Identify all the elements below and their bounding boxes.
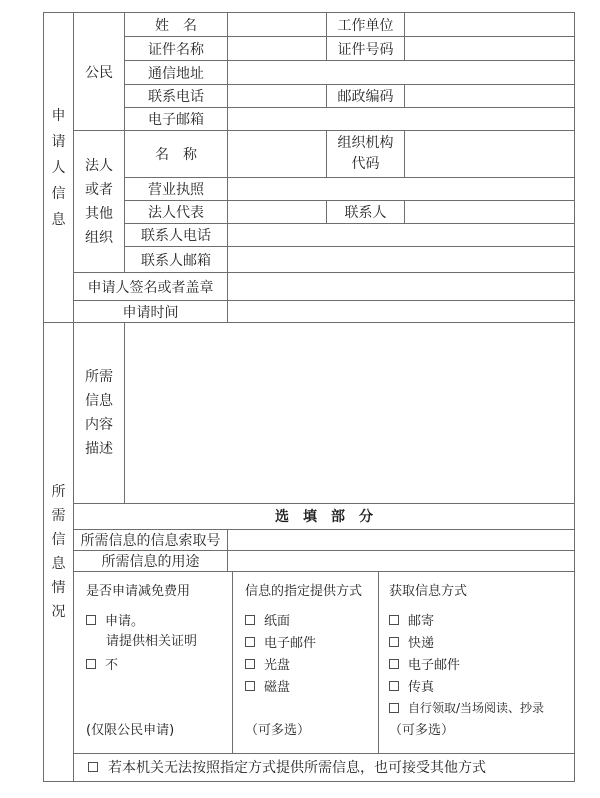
provide-method-option-disk[interactable] [245, 675, 370, 697]
name-value-cell[interactable] [228, 13, 327, 37]
org-code-label: 组织机构代码 [337, 135, 394, 172]
checkbox-icon[interactable] [389, 615, 399, 625]
email-value-cell[interactable] [228, 108, 575, 131]
obtain-method-option-email[interactable] [389, 653, 566, 675]
obtain-method-option-mail[interactable] [389, 609, 566, 631]
checkbox-label: 若本机关无法按照指定方式提供所需信息，也可接受其他方式 [108, 760, 486, 776]
checkbox-label: 自行领取/当场阅读、抄录 [408, 701, 545, 715]
provide-method-option-cd[interactable] [245, 653, 370, 675]
citizen-group-label: 公民 [74, 13, 125, 131]
options-row [74, 571, 575, 753]
org-group-label: 法人或者其他组织 [85, 157, 113, 246]
work-unit-label: 工作单位 [327, 13, 405, 37]
contact-value-cell[interactable] [405, 201, 575, 224]
address-label: 通信地址 [125, 61, 228, 85]
id-number-value-cell[interactable] [405, 37, 575, 61]
signature-label: 申请人签名或者盖章 [74, 273, 228, 301]
checkbox-label: 传真 [408, 680, 435, 695]
required-section-label: 所需信息情况 [51, 483, 66, 620]
contact-phone-label: 联系人电话 [125, 224, 228, 247]
org-group-cell [74, 131, 125, 273]
options-columns [74, 572, 574, 753]
checkbox-label: 快递 [408, 636, 435, 651]
required-section-cell [44, 323, 74, 781]
checkbox-icon[interactable] [389, 681, 399, 691]
contact-email-value-cell[interactable] [228, 247, 575, 273]
id-name-value-cell[interactable] [228, 37, 327, 61]
checkbox-icon[interactable] [389, 637, 399, 647]
checkbox-icon[interactable] [389, 703, 399, 713]
fee-waiver-option-apply[interactable] [86, 609, 224, 631]
address-value-cell[interactable] [228, 61, 575, 85]
contact-email-label: 联系人邮箱 [125, 247, 228, 273]
legal-rep-label: 法人代表 [125, 201, 228, 224]
checkbox-icon[interactable] [88, 762, 98, 772]
checkbox-label: 不 [105, 658, 119, 673]
index-number-label: 所需信息的信息索取号 [74, 529, 228, 550]
checkbox-icon[interactable] [245, 659, 255, 669]
application-form [43, 12, 574, 782]
purpose-value-cell[interactable] [228, 550, 575, 571]
checkbox-label: 邮寄 [408, 614, 435, 629]
contact-label: 联系人 [327, 201, 405, 224]
index-number-value-cell[interactable] [228, 529, 575, 550]
provide-method-option-email[interactable] [245, 631, 370, 653]
apply-time-value-cell[interactable] [228, 301, 575, 323]
description-label: 所需信息内容描述 [85, 368, 113, 457]
org-name-label: 名 称 [125, 131, 228, 178]
postcode-value-cell[interactable] [405, 85, 575, 108]
fallback-option-cell [74, 753, 575, 781]
checkbox-label: 申请。 [105, 614, 145, 629]
checkbox-icon[interactable] [245, 637, 255, 647]
obtain-method-option-fax[interactable] [389, 675, 566, 697]
checkbox-label: 电子邮件 [408, 658, 461, 673]
org-name-value-cell[interactable] [228, 131, 327, 178]
obtain-method-option-self-pickup[interactable] [389, 697, 566, 719]
obtain-method-option-express[interactable] [389, 631, 566, 653]
required-info-table [43, 323, 575, 782]
checkbox-label: 光盘 [264, 658, 291, 673]
contact-phone-value-cell[interactable] [228, 224, 575, 247]
apply-time-label: 申请时间 [74, 301, 228, 323]
applicant-section-label: 申请人信息 [51, 107, 66, 228]
checkbox-icon[interactable] [389, 659, 399, 669]
checkbox-icon[interactable] [86, 615, 96, 625]
postcode-label: 邮政编码 [327, 85, 405, 108]
fee-waiver-option-no[interactable] [86, 653, 224, 675]
applicant-info-table [43, 12, 575, 323]
provide-method-column [232, 572, 378, 753]
checkbox-label: 磁盘 [264, 680, 291, 695]
signature-value-cell[interactable] [228, 273, 575, 301]
checkbox-label: 纸面 [264, 614, 291, 629]
license-label: 营业执照 [125, 178, 228, 201]
id-number-label: 证件号码 [327, 37, 405, 61]
description-value-cell[interactable] [125, 323, 575, 503]
org-code-cell [327, 131, 405, 178]
email-label: 电子邮箱 [125, 108, 228, 131]
fee-waiver-footnote: (仅限公民申请) [86, 722, 175, 738]
checkbox-icon[interactable] [245, 615, 255, 625]
checkbox-icon[interactable] [245, 681, 255, 691]
phone-value-cell[interactable] [228, 85, 327, 108]
fee-waiver-title: 是否申请减免费用 [86, 583, 191, 599]
id-name-label: 证件名称 [125, 37, 228, 61]
description-label-cell [74, 323, 125, 503]
obtain-method-footnote: （可多选） [389, 722, 455, 738]
provide-method-option-paper[interactable] [245, 609, 370, 631]
checkbox-label: 电子邮件 [264, 636, 317, 651]
provide-method-title: 信息的指定提供方式 [245, 583, 363, 599]
phone-label: 联系电话 [125, 85, 228, 108]
legal-rep-value-cell[interactable] [228, 201, 327, 224]
org-code-value-cell[interactable] [405, 131, 575, 178]
fee-waiver-column [74, 572, 232, 753]
fee-waiver-apply-note: 请提供相关证明 [106, 633, 198, 649]
checkbox-icon[interactable] [86, 659, 96, 669]
work-unit-value-cell[interactable] [405, 13, 575, 37]
obtain-method-title: 获取信息方式 [389, 583, 468, 599]
name-label: 姓 名 [125, 13, 228, 37]
applicant-section-cell [44, 13, 74, 323]
obtain-method-column [378, 572, 574, 753]
optional-section-header: 选 填 部 分 [74, 503, 575, 529]
license-value-cell[interactable] [228, 178, 575, 201]
purpose-label: 所需信息的用途 [74, 550, 228, 571]
fallback-option[interactable] [88, 757, 574, 777]
provide-method-footnote: （可多选） [245, 722, 311, 738]
